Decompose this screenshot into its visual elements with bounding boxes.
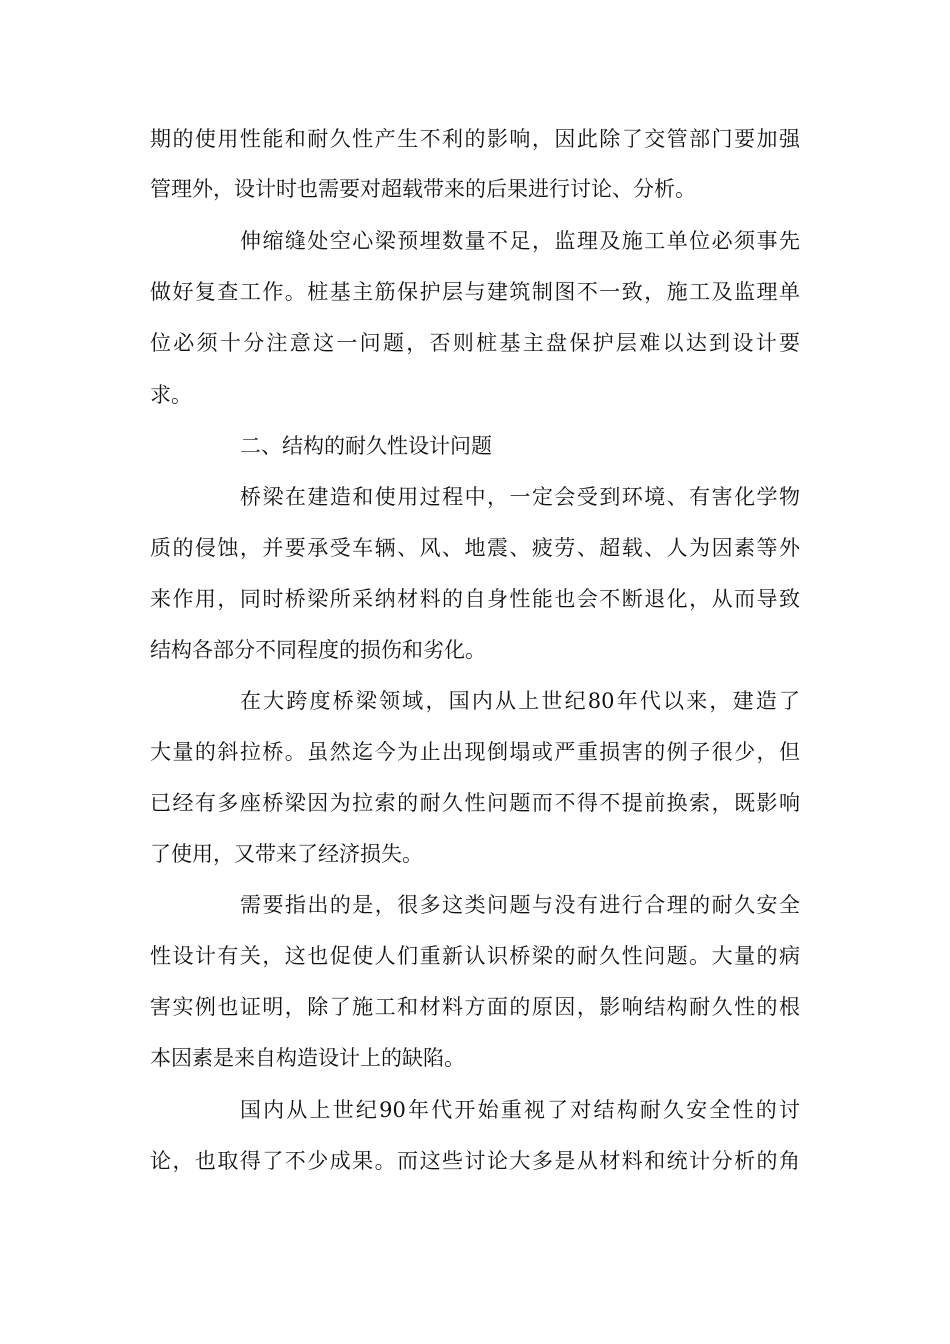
text-line: 本因素是来自构造设计上的缺陷。 (150, 1046, 465, 1070)
text-line: 已经有多座桥梁因为拉索的耐久性问题而不得不提前换索，既影响 (150, 791, 800, 815)
text-line: 质的侵蚀，并要承受车辆、风、地震、疲劳、超载、人为因素等外 (150, 536, 800, 560)
text-line: 了使用，又带来了经济损失。 (150, 842, 423, 866)
text-line: 大量的斜拉桥。虽然迄今为止出现倒塌或严重损害的例子很少，但 (150, 740, 800, 764)
text-line: 来作用，同时桥梁所采纳材料的自身性能也会不断退化，从而导致 (150, 587, 800, 611)
section-heading: 二、结构的耐久性设计问题 (240, 434, 492, 458)
text-line: 位必须十分注意这一问题，否则桩基主盘保护层难以达到设计要 (150, 331, 800, 355)
text-line: 管理外，设计时也需要对超载带来的后果进行讨论、分析。 (150, 177, 696, 201)
text-line: 求。 (150, 383, 192, 407)
text-line: 伸缩缝处空心梁预埋数量不足，监理及施工单位必须事先 (240, 229, 800, 253)
text-line: 性设计有关，这也促使人们重新认识桥梁的耐久性问题。大量的病 (150, 944, 800, 968)
text-line: 期的使用性能和耐久性产生不利的影响，因此除了交管部门要加强 (150, 127, 800, 151)
text-line: 桥梁在建造和使用过程中，一定会受到环境、有害化学物 (240, 485, 800, 509)
text-line: 在大跨度桥梁领域，国内从上世纪80年代以来，建造了 (240, 689, 800, 713)
text-line: 做好复查工作。桩基主筋保护层与建筑制图不一致，施工及监理单 (150, 280, 800, 304)
text-line: 结构各部分不同程度的损伤和劣化。 (150, 638, 486, 662)
text-line: 害实例也证明，除了施工和材料方面的原因，影响结构耐久性的根 (150, 995, 800, 1019)
text-line: 论，也取得了不少成果。而这些讨论大多是从材料和统计分析的角 (150, 1149, 800, 1173)
text-line: 需要指出的是，很多这类问题与没有进行合理的耐久安全 (240, 893, 800, 917)
text-line: 国内从上世纪90年代开始重视了对结构耐久安全性的讨 (240, 1098, 800, 1122)
